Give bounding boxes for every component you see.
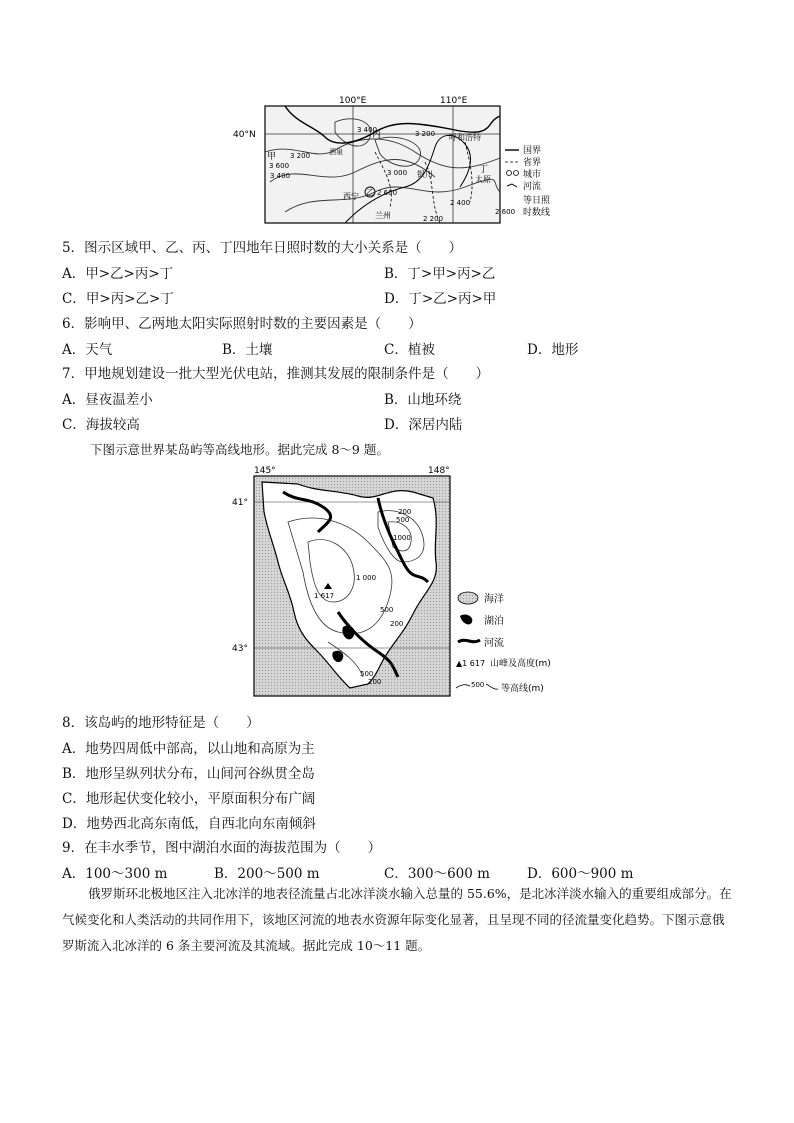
place-jiuquan: 酒泉 (329, 148, 343, 156)
q9-option-b[interactable]: B．200～500 m (214, 866, 320, 882)
contour-label: 2 400 (450, 199, 471, 207)
question-8-stem: 8．该岛屿的地形特征是（ ） (62, 715, 260, 731)
legend-river: 河流 (484, 638, 504, 649)
place-bing: 丙 (372, 130, 382, 140)
contour-label: 3 400 (357, 126, 378, 134)
contour-label: 3 200 (290, 152, 311, 160)
q5-option-b[interactable]: B．丁>甲>丙>乙 (384, 266, 496, 282)
legend-isoline-label: 等日照 (523, 196, 551, 206)
lon-148-label: 148° (428, 466, 450, 476)
peak-label: 1 617 (314, 592, 335, 600)
lat-40-label: 40°N (233, 130, 256, 140)
place-yinchuan: 银川 (417, 170, 433, 179)
q6-option-b[interactable]: B．土壤 (222, 342, 273, 358)
legend-city: 城市 (523, 170, 542, 180)
place-ding: 丁 (479, 165, 489, 175)
q7-option-c[interactable]: C．海拔较高 (62, 417, 140, 433)
q8-option-d[interactable]: D．地势西北高东南低，自西北向东南倾斜 (62, 816, 316, 832)
contour-label: 500 (360, 670, 374, 678)
q8-option-b[interactable]: B．地形呈纵列状分布，山间河谷纵贯全岛 (62, 766, 315, 782)
legend-contour-value: 500 (471, 681, 485, 689)
legend-river: 河流 (523, 182, 542, 192)
legend-peak-value: ▲1 617 (456, 659, 486, 668)
lon-110-label: 110°E (440, 96, 468, 106)
q5-option-a[interactable]: A．甲>乙>丙>丁 (62, 266, 174, 282)
contour-label: 1000 (393, 534, 411, 542)
legend-isoline-label: 时数线 (523, 208, 551, 218)
place-huhehaote: 呼和浩特 (449, 133, 481, 142)
sunshine-map (225, 92, 565, 232)
place-jia: 甲 (267, 152, 277, 162)
place-yi: 乙 (366, 188, 374, 197)
q8-option-a[interactable]: A．地势四周低中部高，以山地和高原为主 (62, 741, 315, 757)
contour-label: 2 600 (377, 189, 398, 197)
intro-10-11: 俄罗斯环北极地区注入北冰洋的地表径流量占北冰洋淡水输入总量的 55.6%，是北冰洋淡水输入的重要组成部分。在气候变化和人类活动的共同作用下，该地区河流的地表水资源年际变化显著，且呈现不同的径流量变化趋势。下图示意俄罗斯流入北冰洋的 6 条主要河流及其流域。据此完成 10～11 题。 (62, 886, 732, 953)
question-9-stem: 9．在丰水季节，图中湖泊水面的海拔范围为（ ） (62, 840, 382, 856)
q7-option-b[interactable]: B．山地环绕 (384, 392, 462, 408)
legend-peak: 山峰及高度(m) (490, 659, 551, 669)
contour-label: 200 (368, 678, 382, 686)
contour-label: 500 (380, 606, 394, 614)
legend-border: 国界 (523, 146, 542, 156)
question-6-stem: 6．影响甲、乙两地太阳实际照射时数的主要因素是（ ） (62, 316, 422, 332)
q6-option-a[interactable]: A．天气 (62, 342, 113, 358)
q7-option-d[interactable]: D．深居内陆 (384, 417, 463, 433)
legend-ocean: 海洋 (484, 594, 504, 605)
question-5-stem: 5．图示区域甲、乙、丙、丁四地年日照时数的大小关系是（ ） (62, 240, 463, 256)
place-taiyuan: 太原 (475, 175, 491, 184)
island-contour-map (228, 462, 568, 700)
contour-label: 500 (396, 516, 410, 524)
q7-option-a[interactable]: A．昼夜温差小 (62, 392, 153, 408)
q6-option-d[interactable]: D．地形 (527, 342, 579, 358)
q8-option-c[interactable]: C．地形起伏变化较小，平原面积分布广阔 (62, 791, 316, 807)
q9-option-c[interactable]: C．300～600 m (384, 866, 490, 882)
lat-43-label: 43° (232, 644, 248, 654)
q6-option-c[interactable]: C．植被 (384, 342, 435, 358)
q9-option-a[interactable]: A．100～300 m (62, 866, 168, 882)
legend-province: 省界 (523, 158, 542, 168)
contour-label: 2 200 (423, 215, 444, 223)
place-lanzhou: 兰州 (375, 211, 391, 220)
legend-lake: 湖泊 (484, 616, 504, 627)
contour-label: 1 000 (356, 574, 377, 582)
q9-option-d[interactable]: D．600～900 m (527, 866, 634, 882)
lon-145-label: 145° (254, 466, 276, 476)
contour-label: 200 (390, 620, 404, 628)
contour-label: 3 000 (387, 169, 408, 177)
contour-label: 200 (398, 508, 412, 516)
intro-8-9: 下图示意世界某岛屿等高线地形。据此完成 8～9 题。 (90, 442, 389, 457)
legend-isoline-value: 2 600 (495, 208, 516, 216)
q5-option-c[interactable]: C．甲>丙>乙>丁 (62, 291, 174, 307)
contour-label: 3 600 (269, 162, 290, 170)
lat-41-label: 41° (232, 498, 248, 508)
question-7-stem: 7．甲地规划建设一批大型光伏电站，推测其发展的限制条件是（ ） (62, 366, 490, 382)
contour-label: 3 200 (415, 130, 436, 138)
q5-option-d[interactable]: D．丁>乙>丙>甲 (384, 291, 497, 307)
legend-contour: 等高线(m) (501, 684, 544, 694)
lon-100-label: 100°E (339, 96, 367, 106)
contour-label: 3 400 (270, 172, 291, 180)
place-xining: 西宁 (343, 192, 359, 201)
